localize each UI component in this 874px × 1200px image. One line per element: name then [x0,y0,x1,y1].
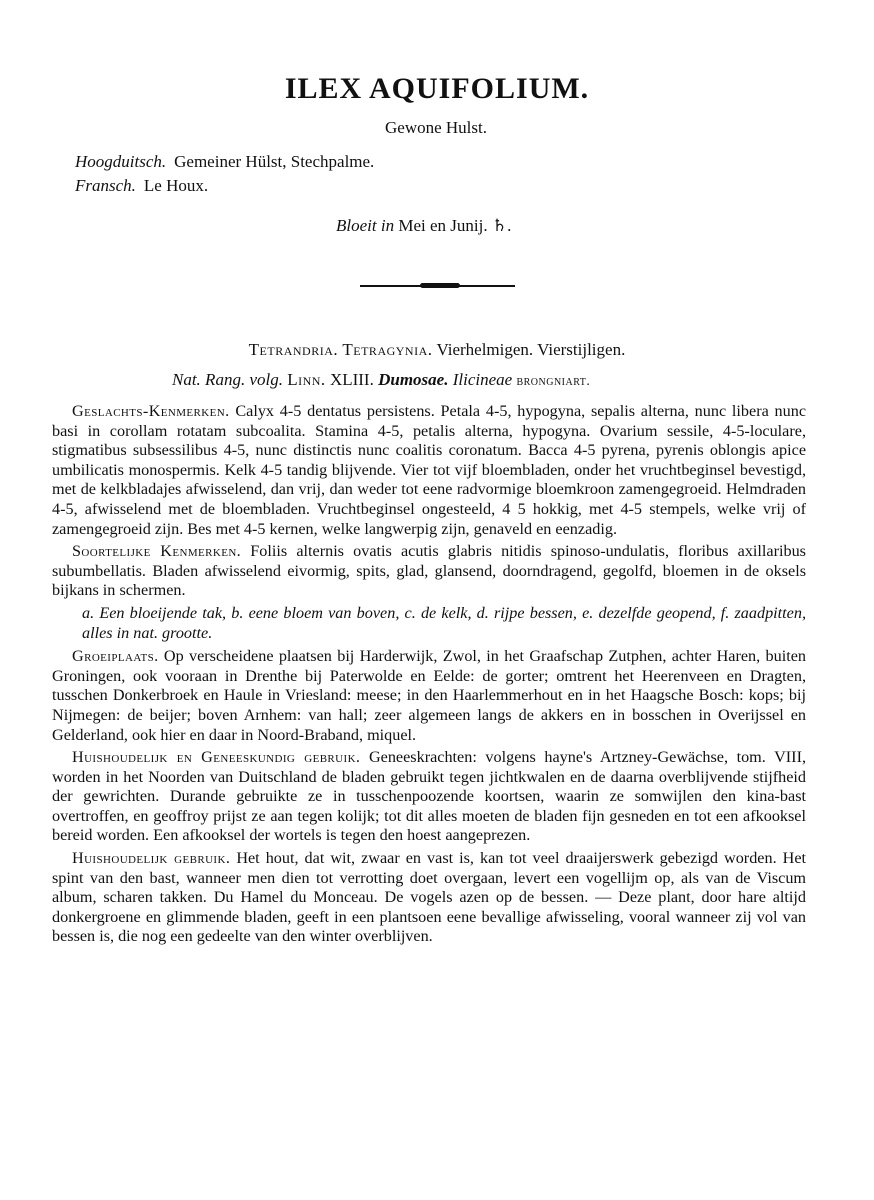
linnaeus-abbrev: Linn. [287,370,326,389]
synonym-language: Hoogduitsch. [75,152,167,171]
section-heading: Huishoudelijk en Geneeskundig gebruik. [72,748,361,767]
ilicineae-name: Ilicineae [452,370,513,389]
natural-rank-line [172,370,590,390]
section-text: Foliis alternis ovatis acutis glabris nitidis spinoso-undulatis, floribus axillaribus subumbellatis. Bladen afwisselend eivormig, spits, glad, glansend, doorndragend, gegolfd, bloemen in de oksels bijkans in schermen. [52,542,806,600]
perennial-symbol: ♄. [491,216,512,235]
section-heading: Geslachts-Kenmerken. [72,402,230,420]
section-text: Het hout, dat wit, zwaar en vast is, kan tot veel draaijerswerk gebezigd worden. Het spint van den bast, wanneer men dien tot verrotting doet overgaan, levert een vogellijm op, als van de Viscum album, scharen takken. Du Hamel du Monceau. De vogels azen op de bessen. — Deze plant, door hare altijd donkergroene en glimmende bladen, geeft in een plantsoen eene bevallige afwisseling, vooral wanneer zij vol van bessen is, die nog een gedeelte van den winter overblijven. [52,849,807,946]
synonym-names: Le Houx. [143,176,209,195]
figure-legend [52,604,806,643]
bloom-line [336,216,511,236]
household-use-section [52,849,806,947]
section-heading: Huishoudelijk gebruik. [72,849,231,868]
classification-dutch: Vierhelmigen. Vierstijligen. [436,340,626,359]
synonym-french [75,176,208,196]
species-characteristics [52,542,806,601]
section-heading: Soortelijke Kenmerken. [72,542,242,561]
synonym-german [75,152,374,172]
family-name: Dumosae. [378,370,449,389]
section-text: Geneeskrachten: volgens hayne's Artzney-Gewächse, tom. VIII, worden in het Noorden van Duitschland de bladen gebruikt tegen jichtkwalen en de daarna overblijvende stijfheid der gewrichten. Durande gebruikte ze in tusschenpoozende koortsen, waarin ze somwijlen den kina-bast overtroffen, en geoffroy prijst ze aan tegen kolijk; tot dit alles moeten de bladen fijn gesneden en tot een afkooksel bereid worden. Een afkooksel der wortels is tegen den hoest aangeprezen. [52,748,807,845]
authority-name: brongniart. [516,374,591,389]
page-title: ILEX AQUIFOLIUM. [284,72,590,105]
synonym-names: Gemeiner Hülst, Stechpalme. [174,152,375,171]
section-text: Calyx 4-5 dentatus persistens. Petala 4-5, hypogyna, sepalis alterna, nunc libera nunc basi in corollam rotatam subcoalita. Stamina 4-5, petalis alterna, hypogyna. Ovarium sessile, 4-5-loculare, stigmatibus subsessilibus 4-5, nunc distinctis nunc coalitis coronatum. Bacca 4-5 pyrena, pyrenis oblongis apice umbilicatis monospermis. Kelk 4-5 tandig blijvende. Vier tot vijf bloembladen, onder het vruchtbeginsel bevestigd, met de kelkbladajes afwisselend, dan vrij, dan weder tot eene radvormige bloemkroon zamengegroeid. Helmdraden 4-5, afwisselend met de bloembladen. Vruchtbeginsel ongesteeld, 4 5 hokkig, met 4-5 stempels, welke vrij of zamengegroeid zijn. Bes met 4-5 kernen, welke langwerpig zijn, genaveld en eenzadig. [52,402,807,538]
bloom-months: Mei en Junij. [398,216,488,235]
common-name: Gewone Hulst. [385,118,487,137]
bloom-label: Bloeit in [336,216,395,235]
figure-legend-text: a. Een bloeijende tak, b. eene bloem van boven, c. de kelk, d. rijpe bessen, e. dezelfde geopend, f. zaadpitten, alles in nat. grootte. [82,603,806,642]
rank-number: XLIII. [329,370,374,389]
synonym-language: Fransch. [75,176,136,195]
classification-line [0,340,874,360]
linnaean-class: Tetrandria. [248,340,339,359]
section-text: Op verscheidene plaatsen bij Harderwijk, Zwol, in het Graafschap Zutphen, achter Haren, buiten Groningen, ook vooraan in Drenthe bij Paterwolde en Eelde: de gorter; omtrent het Heerenveen en Dragten, tusschen Donkerbroek en Haule in Vriesland: meese; in den Haarlemmerhout en in het Haagsche Bosch: kops; bij Nijmegen: de beijer; boven Arnhem: van hall; zeer algemeen langs de akkers en in bosschen in Overijssel en Gelderland, ook hier en daar in Noord-Braband, miquel. [52,647,807,744]
genus-characteristics [52,402,806,539]
description-body [52,402,806,950]
habitat-section [52,647,806,745]
divider-ornament [420,283,460,288]
section-heading: Groeiplaats. [72,647,159,666]
linnaean-order: Tetragynia. [342,340,433,359]
natural-rank-label: Nat. Rang. volg. [172,370,283,389]
medicinal-use-section [52,748,806,846]
